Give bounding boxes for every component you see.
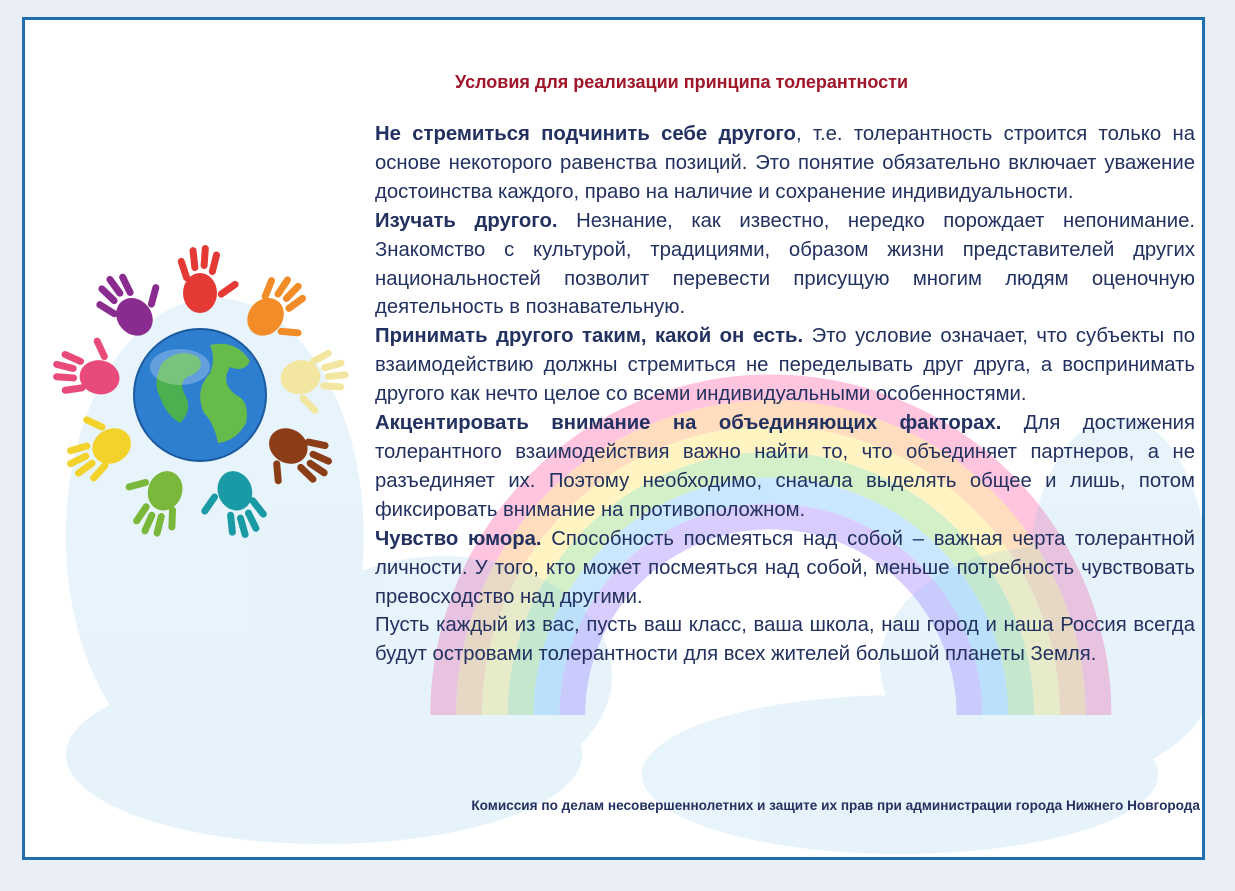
hand-icon [50, 329, 126, 403]
paragraph-6 [375, 611, 1195, 669]
paragraph-lead: Принимать другого таким, какой он есть. [375, 325, 804, 348]
paragraph-3 [375, 322, 1195, 409]
page-title: Условия для реализации принципа толерантности [455, 72, 909, 92]
main-text [375, 120, 1195, 669]
paragraph-text: Способность посмеяться над собой – важная черта толерантной личности. У того, кто может посмеяться над собой, меньше потребность чувствовать превосходство над другими. [375, 527, 1195, 608]
paragraph-2 [375, 207, 1195, 323]
hand-icon [111, 458, 194, 544]
paragraph-text: Для достижения толерантного взаимодействия важно найти то, что объединяет партнеров, а не разъединяет их. Поэтому необходимо, сначала выделять общее и лишь, потом фиксировать внимание на противоположном. [375, 412, 1195, 521]
paragraph-lead: Изучать другого. [375, 209, 558, 232]
hand-icon [235, 265, 327, 358]
hand-icon [86, 254, 178, 347]
hand-icon [50, 401, 141, 490]
hand-icon [277, 346, 350, 420]
hand-icon [251, 416, 342, 505]
globe-with-hands-icon [50, 245, 350, 545]
hand-icon [190, 464, 273, 545]
paragraph-1 [375, 120, 1195, 207]
paragraph-4 [375, 409, 1195, 525]
footer-credit: Комиссия по делам несовершеннолетних и защите их прав при администрации города Нижнего Новгорода [471, 798, 1200, 813]
paragraph-5 [375, 525, 1195, 612]
paragraph-lead: Не стремиться подчинить себе другого [375, 123, 796, 145]
paragraph-text: Незнание, как известно, нередко порождает непонимание. Знакомство с культурой, традициями, образом жизни представителей других национальностей позволит перевести присущую многим людям оценочную деятельность в познавательную. [375, 209, 1195, 319]
paragraph-text: Пусть каждый из вас, пусть ваш класс, ваша школа, наш город и наша Россия всегда будут островами толерантности для всех жителей большой планеты Земля. [375, 614, 1195, 666]
paragraph-lead: Чувство юмора. [375, 527, 542, 550]
poster-card [22, 17, 1205, 860]
paragraph-lead: Акцентировать внимание на объединяющих факторах. [375, 412, 1002, 435]
hand-icon [177, 245, 240, 313]
paragraph-text: Это условие означает, что субъекты по взаимодействию должны стремиться не переделывать друг друга, а воспринимать другого как нечто целое со всеми индивидуальными особенностями. [375, 325, 1195, 406]
paragraph-text: , т.е. толерантность строится только на основе некоторого равенства позиций. Это понятие обязательно включает уважение достоинства каждого, право на наличие и сохранение индивидуальности. [375, 123, 1195, 203]
